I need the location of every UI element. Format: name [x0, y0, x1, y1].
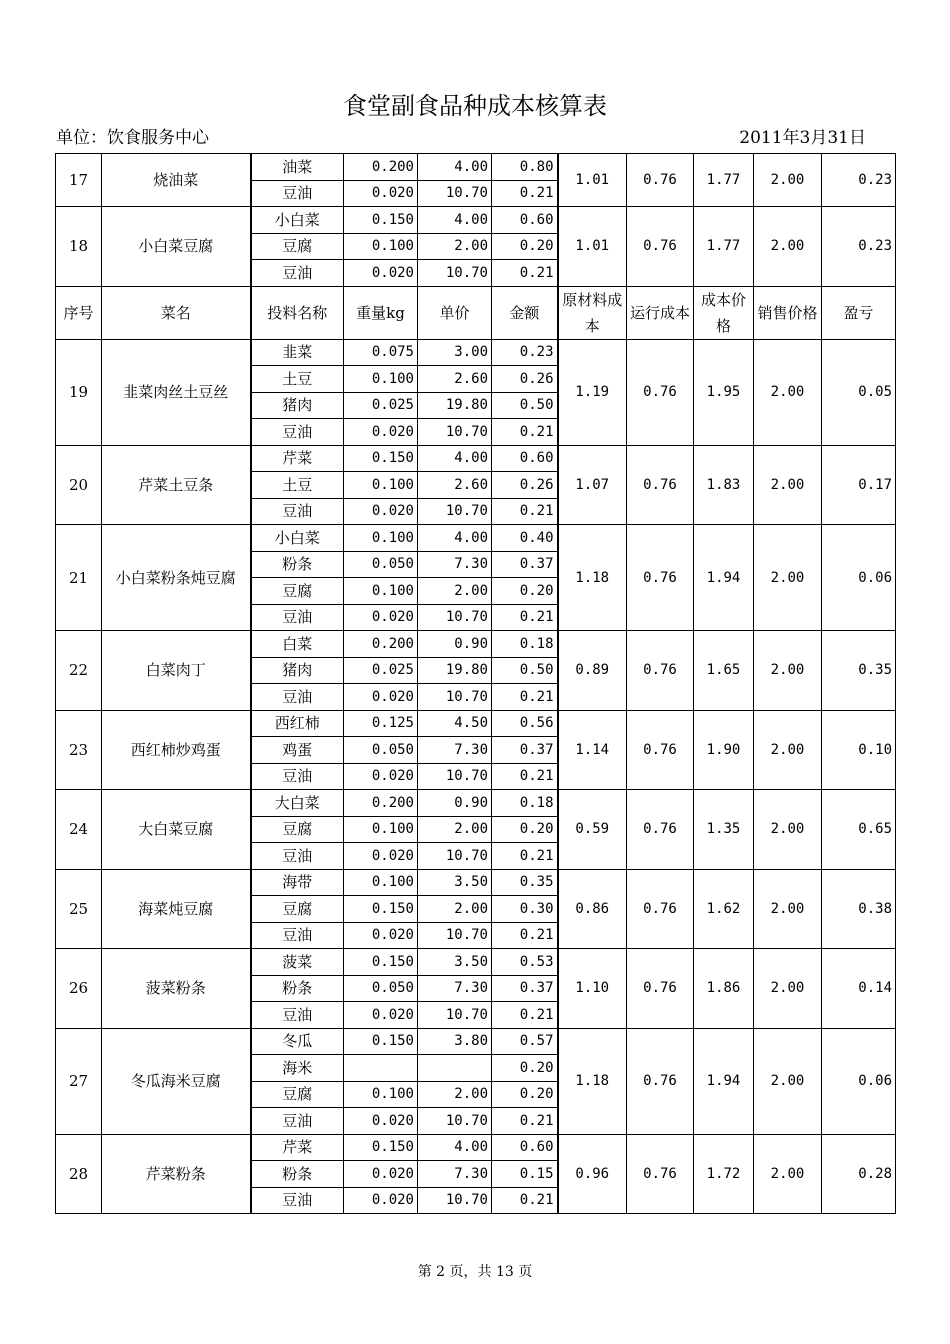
cost-price: 1.65	[694, 631, 754, 711]
profit-value: 0.23	[822, 154, 896, 207]
ingredient-name: 菠菜	[251, 949, 344, 976]
ingredient-weight: 0.020	[344, 604, 418, 631]
ingredient-price: 2.60	[418, 472, 492, 499]
ingredient-price: 10.70	[418, 260, 492, 287]
operating-cost: 0.76	[627, 445, 694, 525]
ingredient-weight: 0.200	[344, 631, 418, 658]
ingredient-price: 2.00	[418, 578, 492, 605]
sheet-title: 食堂副食品种成本核算表	[343, 92, 607, 120]
cost-price: 1.94	[694, 1028, 754, 1134]
cost-price: 1.86	[694, 949, 754, 1029]
profit-value: 0.28	[822, 1134, 896, 1214]
table-header	[56, 286, 896, 339]
ingredient-price: 4.00	[418, 154, 492, 181]
sale-price: 2.00	[754, 1028, 822, 1134]
dish-number: 26	[56, 949, 102, 1029]
ingredient-name: 土豆	[251, 472, 344, 499]
table-row	[56, 339, 896, 366]
ingredient-weight: 0.075	[344, 339, 418, 366]
ingredient-name: 豆油	[251, 684, 344, 711]
operating-cost: 0.76	[627, 1028, 694, 1134]
table-row	[56, 869, 896, 896]
operating-cost: 0.76	[627, 339, 694, 445]
ingredient-name: 豆腐	[251, 1081, 344, 1108]
ingredient-weight: 0.020	[344, 180, 418, 207]
ingredient-price: 10.70	[418, 1002, 492, 1029]
unit-label: 单位：饮食服务中心	[56, 128, 209, 148]
operating-cost: 0.76	[627, 949, 694, 1029]
ingredient-name: 豆油	[251, 260, 344, 287]
ingredient-amount: 0.20	[492, 816, 558, 843]
material-cost: 1.01	[558, 154, 627, 207]
ingredient-weight: 0.150	[344, 949, 418, 976]
ingredient-amount: 0.21	[492, 763, 558, 790]
sale-price: 2.00	[754, 339, 822, 445]
operating-cost: 0.76	[627, 710, 694, 790]
operating-cost: 0.76	[627, 790, 694, 870]
ingredient-name: 豆油	[251, 922, 344, 949]
dish-name: 海菜炖豆腐	[102, 869, 251, 949]
material-cost: 0.86	[558, 869, 627, 949]
ingredient-price: 7.30	[418, 975, 492, 1002]
dish-number: 21	[56, 525, 102, 631]
table-row	[56, 445, 896, 472]
ingredient-price: 0.90	[418, 631, 492, 658]
cost-price: 1.83	[694, 445, 754, 525]
ingredient-weight	[344, 1055, 418, 1082]
ingredient-amount: 0.50	[492, 392, 558, 419]
operating-cost: 0.76	[627, 631, 694, 711]
header-amount: 金额	[492, 286, 558, 339]
table-row	[56, 1134, 896, 1161]
ingredient-weight: 0.100	[344, 1081, 418, 1108]
dish-number: 19	[56, 339, 102, 445]
header-cost-price: 成本价格	[694, 286, 754, 339]
ingredient-amount: 0.60	[492, 1134, 558, 1161]
ingredient-name: 芹菜	[251, 1134, 344, 1161]
ingredient-price: 10.70	[418, 763, 492, 790]
ingredient-amount: 0.21	[492, 922, 558, 949]
ingredient-amount: 0.15	[492, 1161, 558, 1188]
material-cost: 1.14	[558, 710, 627, 790]
ingredient-price: 19.80	[418, 657, 492, 684]
sale-price: 2.00	[754, 525, 822, 631]
ingredient-weight: 0.200	[344, 154, 418, 181]
table-row	[56, 207, 896, 234]
material-cost: 1.10	[558, 949, 627, 1029]
cost-price: 1.77	[694, 207, 754, 287]
ingredient-weight: 0.150	[344, 1134, 418, 1161]
dish-name: 大白菜豆腐	[102, 790, 251, 870]
material-cost: 0.96	[558, 1134, 627, 1214]
header-price: 单价	[418, 286, 492, 339]
ingredient-amount: 0.21	[492, 260, 558, 287]
ingredient-amount: 0.35	[492, 869, 558, 896]
ingredient-weight: 0.020	[344, 1187, 418, 1214]
ingredient-name: 豆油	[251, 498, 344, 525]
ingredient-name: 冬瓜	[251, 1028, 344, 1055]
dish-name: 韭菜肉丝土豆丝	[102, 339, 251, 445]
cost-price: 1.95	[694, 339, 754, 445]
ingredient-weight: 0.020	[344, 419, 418, 446]
ingredient-amount: 0.37	[492, 551, 558, 578]
ingredient-weight: 0.100	[344, 366, 418, 393]
ingredient-weight: 0.100	[344, 869, 418, 896]
ingredient-weight: 0.020	[344, 763, 418, 790]
ingredient-price: 10.70	[418, 180, 492, 207]
ingredient-amount: 0.30	[492, 896, 558, 923]
dish-number: 28	[56, 1134, 102, 1214]
ingredient-name: 土豆	[251, 366, 344, 393]
dish-name: 西红柿炒鸡蛋	[102, 710, 251, 790]
ingredient-price: 2.00	[418, 1081, 492, 1108]
ingredient-price: 3.80	[418, 1028, 492, 1055]
ingredient-price: 4.00	[418, 207, 492, 234]
ingredient-amount: 0.18	[492, 631, 558, 658]
ingredient-weight: 0.020	[344, 260, 418, 287]
ingredient-name: 猪肉	[251, 392, 344, 419]
operating-cost: 0.76	[627, 525, 694, 631]
ingredient-amount: 0.21	[492, 498, 558, 525]
ingredient-price: 7.30	[418, 737, 492, 764]
ingredient-weight: 0.150	[344, 896, 418, 923]
header-sale-price: 销售价格	[754, 286, 822, 339]
ingredient-amount: 0.60	[492, 445, 558, 472]
ingredient-weight: 0.150	[344, 445, 418, 472]
ingredient-name: 豆油	[251, 763, 344, 790]
profit-value: 0.14	[822, 949, 896, 1029]
ingredient-price: 2.00	[418, 896, 492, 923]
ingredient-amount: 0.21	[492, 180, 558, 207]
ingredient-price	[418, 1055, 492, 1082]
ingredient-name: 海带	[251, 869, 344, 896]
ingredient-name: 海米	[251, 1055, 344, 1082]
dish-name: 烧油菜	[102, 154, 251, 207]
ingredient-weight: 0.125	[344, 710, 418, 737]
header-no: 序号	[56, 286, 102, 339]
ingredient-price: 10.70	[418, 1108, 492, 1135]
ingredient-weight: 0.020	[344, 684, 418, 711]
table-row	[56, 1028, 896, 1055]
ingredient-weight: 0.100	[344, 472, 418, 499]
ingredient-weight: 0.150	[344, 1028, 418, 1055]
cost-price: 1.90	[694, 710, 754, 790]
dish-name: 小白菜豆腐	[102, 207, 251, 287]
ingredient-weight: 0.050	[344, 551, 418, 578]
material-cost: 1.07	[558, 445, 627, 525]
ingredient-name: 豆腐	[251, 578, 344, 605]
ingredient-name: 小白菜	[251, 525, 344, 552]
ingredient-weight: 0.100	[344, 578, 418, 605]
profit-value: 0.06	[822, 525, 896, 631]
ingredient-price: 0.90	[418, 790, 492, 817]
page-footer: 第 2 页，共 13 页	[417, 1264, 533, 1280]
ingredient-name: 韭菜	[251, 339, 344, 366]
ingredient-amount: 0.60	[492, 207, 558, 234]
ingredient-name: 西红柿	[251, 710, 344, 737]
ingredient-amount: 0.21	[492, 684, 558, 711]
ingredient-amount: 0.20	[492, 578, 558, 605]
ingredient-price: 4.50	[418, 710, 492, 737]
ingredient-weight: 0.050	[344, 737, 418, 764]
dish-number: 18	[56, 207, 102, 287]
ingredient-price: 3.50	[418, 869, 492, 896]
ingredient-amount: 0.21	[492, 843, 558, 870]
header-ingredient: 投料名称	[251, 286, 344, 339]
ingredient-name: 豆油	[251, 843, 344, 870]
operating-cost: 0.76	[627, 154, 694, 207]
ingredient-weight: 0.025	[344, 392, 418, 419]
ingredient-amount: 0.50	[492, 657, 558, 684]
cost-price: 1.35	[694, 790, 754, 870]
ingredient-name: 白菜	[251, 631, 344, 658]
dish-name: 芹菜粉条	[102, 1134, 251, 1214]
ingredient-name: 豆腐	[251, 233, 344, 260]
ingredient-amount: 0.80	[492, 154, 558, 181]
sale-price: 2.00	[754, 869, 822, 949]
dish-name: 小白菜粉条炖豆腐	[102, 525, 251, 631]
dish-name: 白菜肉丁	[102, 631, 251, 711]
ingredient-price: 10.70	[418, 684, 492, 711]
ingredient-name: 粉条	[251, 551, 344, 578]
sale-price: 2.00	[754, 154, 822, 207]
ingredient-price: 10.70	[418, 1187, 492, 1214]
cost-price: 1.72	[694, 1134, 754, 1214]
dish-number: 25	[56, 869, 102, 949]
table-row	[56, 790, 896, 817]
ingredient-weight: 0.100	[344, 233, 418, 260]
dish-number: 23	[56, 710, 102, 790]
ingredient-price: 4.00	[418, 445, 492, 472]
ingredient-amount: 0.21	[492, 1108, 558, 1135]
ingredient-price: 7.30	[418, 551, 492, 578]
material-cost: 1.18	[558, 525, 627, 631]
ingredient-weight: 0.020	[344, 922, 418, 949]
table-row	[56, 710, 896, 737]
ingredient-price: 2.00	[418, 816, 492, 843]
ingredient-name: 豆腐	[251, 816, 344, 843]
sale-price: 2.00	[754, 790, 822, 870]
ingredient-amount: 0.37	[492, 975, 558, 1002]
ingredient-amount: 0.53	[492, 949, 558, 976]
ingredient-name: 豆油	[251, 604, 344, 631]
ingredient-price: 10.70	[418, 419, 492, 446]
ingredient-amount: 0.21	[492, 419, 558, 446]
header-operating-cost: 运行成本	[627, 286, 694, 339]
header-row	[56, 286, 896, 339]
ingredient-amount: 0.21	[492, 1002, 558, 1029]
ingredient-price: 3.50	[418, 949, 492, 976]
header-profit: 盈亏	[822, 286, 896, 339]
profit-value: 0.38	[822, 869, 896, 949]
dish-number: 20	[56, 445, 102, 525]
ingredient-amount: 0.57	[492, 1028, 558, 1055]
profit-value: 0.65	[822, 790, 896, 870]
operating-cost: 0.76	[627, 1134, 694, 1214]
dish-number: 24	[56, 790, 102, 870]
table-row	[56, 631, 896, 658]
ingredient-name: 小白菜	[251, 207, 344, 234]
ingredient-weight: 0.020	[344, 1002, 418, 1029]
header-material-cost: 原材料成本	[558, 286, 627, 339]
ingredient-weight: 0.200	[344, 790, 418, 817]
ingredient-price: 10.70	[418, 922, 492, 949]
sale-price: 2.00	[754, 1134, 822, 1214]
ingredient-amount: 0.18	[492, 790, 558, 817]
ingredient-amount: 0.40	[492, 525, 558, 552]
ingredient-amount: 0.20	[492, 233, 558, 260]
ingredient-price: 19.80	[418, 392, 492, 419]
ingredient-amount: 0.37	[492, 737, 558, 764]
material-cost: 0.59	[558, 790, 627, 870]
ingredient-weight: 0.050	[344, 975, 418, 1002]
ingredient-name: 豆油	[251, 419, 344, 446]
ingredient-price: 2.00	[418, 233, 492, 260]
ingredient-name: 豆油	[251, 1187, 344, 1214]
table-row	[56, 949, 896, 976]
ingredient-name: 豆油	[251, 180, 344, 207]
ingredient-weight: 0.100	[344, 816, 418, 843]
ingredient-amount: 0.21	[492, 604, 558, 631]
sale-price: 2.00	[754, 207, 822, 287]
dish-name: 菠菜粉条	[102, 949, 251, 1029]
ingredient-amount: 0.26	[492, 366, 558, 393]
ingredient-name: 猪肉	[251, 657, 344, 684]
profit-value: 0.10	[822, 710, 896, 790]
ingredient-weight: 0.150	[344, 207, 418, 234]
table-body-bottom	[56, 339, 896, 1214]
profit-value: 0.35	[822, 631, 896, 711]
table-row	[56, 525, 896, 552]
cost-price: 1.77	[694, 154, 754, 207]
ingredient-name: 大白菜	[251, 790, 344, 817]
ingredient-name: 豆油	[251, 1002, 344, 1029]
table-row	[56, 154, 896, 181]
ingredient-price: 4.00	[418, 525, 492, 552]
ingredient-weight: 0.020	[344, 1108, 418, 1135]
ingredient-name: 豆腐	[251, 896, 344, 923]
report-date: 2011年3月31日	[739, 128, 866, 148]
ingredient-weight: 0.025	[344, 657, 418, 684]
dish-name: 芹菜土豆条	[102, 445, 251, 525]
ingredient-weight: 0.020	[344, 498, 418, 525]
header-weight: 重量kg	[344, 286, 418, 339]
ingredient-weight: 0.020	[344, 1161, 418, 1188]
dish-number: 17	[56, 154, 102, 207]
material-cost: 0.89	[558, 631, 627, 711]
ingredient-price: 7.30	[418, 1161, 492, 1188]
ingredient-name: 粉条	[251, 1161, 344, 1188]
sale-price: 2.00	[754, 445, 822, 525]
cost-table	[55, 153, 896, 1214]
sale-price: 2.00	[754, 631, 822, 711]
ingredient-amount: 0.20	[492, 1055, 558, 1082]
ingredient-price: 10.70	[418, 498, 492, 525]
ingredient-weight: 0.100	[344, 525, 418, 552]
material-cost: 1.01	[558, 207, 627, 287]
table-body-top	[56, 154, 896, 287]
ingredient-amount: 0.26	[492, 472, 558, 499]
material-cost: 1.18	[558, 1028, 627, 1134]
operating-cost: 0.76	[627, 207, 694, 287]
ingredient-amount: 0.20	[492, 1081, 558, 1108]
ingredient-price: 3.00	[418, 339, 492, 366]
dish-name: 冬瓜海米豆腐	[102, 1028, 251, 1134]
ingredient-weight: 0.020	[344, 843, 418, 870]
profit-value: 0.06	[822, 1028, 896, 1134]
header-dish: 菜名	[102, 286, 251, 339]
dish-number: 22	[56, 631, 102, 711]
ingredient-price: 4.00	[418, 1134, 492, 1161]
ingredient-amount: 0.21	[492, 1187, 558, 1214]
cost-price: 1.94	[694, 525, 754, 631]
ingredient-amount: 0.23	[492, 339, 558, 366]
cost-price: 1.62	[694, 869, 754, 949]
sale-price: 2.00	[754, 949, 822, 1029]
ingredient-price: 10.70	[418, 604, 492, 631]
ingredient-price: 10.70	[418, 843, 492, 870]
ingredient-name: 鸡蛋	[251, 737, 344, 764]
material-cost: 1.19	[558, 339, 627, 445]
profit-value: 0.05	[822, 339, 896, 445]
dish-number: 27	[56, 1028, 102, 1134]
ingredient-price: 2.60	[418, 366, 492, 393]
profit-value: 0.23	[822, 207, 896, 287]
ingredient-name: 芹菜	[251, 445, 344, 472]
ingredient-name: 油菜	[251, 154, 344, 181]
ingredient-amount: 0.56	[492, 710, 558, 737]
ingredient-name: 粉条	[251, 975, 344, 1002]
ingredient-name: 豆油	[251, 1108, 344, 1135]
operating-cost: 0.76	[627, 869, 694, 949]
sale-price: 2.00	[754, 710, 822, 790]
profit-value: 0.17	[822, 445, 896, 525]
